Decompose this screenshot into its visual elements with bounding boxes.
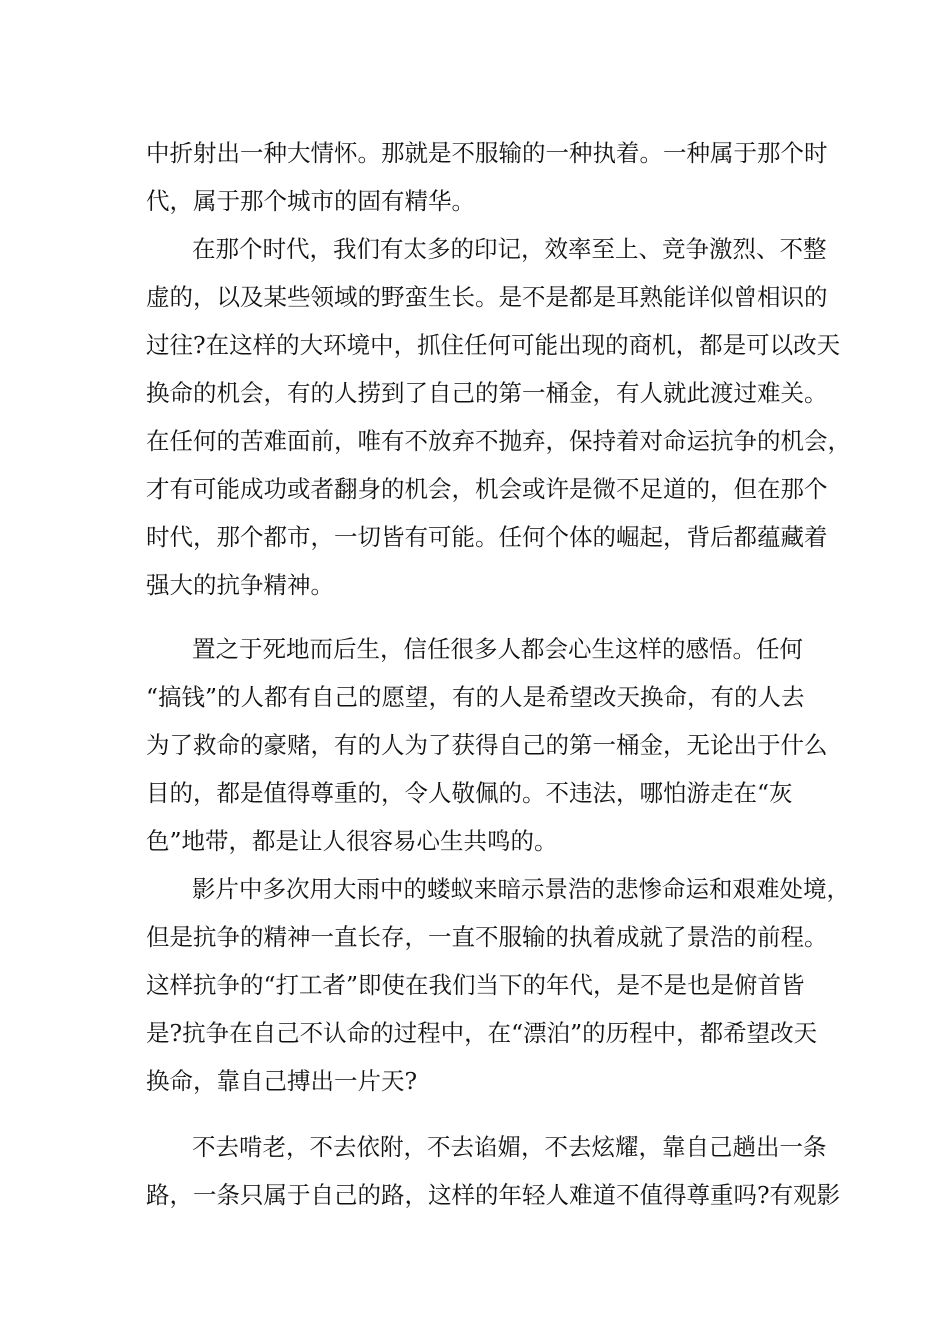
text-line: 不去啃老，不去依附，不去谄媚，不去炫耀，靠自己趟出一条 bbox=[192, 1133, 827, 1161]
text-line: 时代，那个都市，一切皆有可能。任何个体的崛起，背后都蕴藏着 bbox=[146, 523, 828, 551]
text-line: 这样抗争的“打工者”即使在我们当下的年代，是不是也是俯首皆 bbox=[146, 971, 805, 999]
text-line: 虚的，以及某些领域的野蛮生长。是不是都是耳熟能详似曾相识的 bbox=[146, 283, 828, 311]
text-line: 路，一条只属于自己的路，这样的年轻人难道不值得尊重吗?有观影 bbox=[146, 1181, 841, 1209]
text-line: 换命，靠自己搏出一片天? bbox=[146, 1067, 418, 1095]
text-line: 影片中多次用大雨中的蝼蚁来暗示景浩的悲惨命运和艰难处境， bbox=[192, 875, 850, 903]
text-line: 色”地带，都是让人很容易心生共鸣的。 bbox=[146, 827, 558, 855]
text-line: 强大的抗争精神。 bbox=[146, 571, 334, 599]
text-line: 是?抗争在自己不认命的过程中，在“漂泊”的历程中，都希望改天 bbox=[146, 1019, 818, 1047]
text-line: 为了救命的豪赌，有的人为了获得自己的第一桶金，无论出于什么 bbox=[146, 731, 828, 759]
text-line: 代，属于那个城市的固有精华。 bbox=[146, 187, 475, 215]
text-line: 中折射出一种大情怀。那就是不服输的一种执着。一种属于那个时 bbox=[146, 139, 828, 167]
text-line: “搞钱”的人都有自己的愿望，有的人是希望改天换命，有的人去 bbox=[146, 683, 805, 711]
text-line: 过往?在这样的大环境中，抓住任何可能出现的商机，都是可以改天 bbox=[146, 331, 841, 359]
text-line: 置之于死地而后生，信任很多人都会心生这样的感悟。任何 bbox=[192, 635, 803, 663]
text-line: 才有可能成功或者翻身的机会，机会或许是微不足道的，但在那个 bbox=[146, 475, 828, 503]
text-line: 换命的机会，有的人捞到了自己的第一桶金，有人就此渡过难关。 bbox=[146, 379, 828, 407]
text-line: 在那个时代，我们有太多的印记，效率至上、竞争激烈、不整 bbox=[192, 235, 827, 263]
text-line: 目的，都是值得尊重的，令人敬佩的。不违法，哪怕游走在“灰 bbox=[146, 779, 793, 807]
text-line: 在任何的苦难面前，唯有不放弃不抛弃，保持着对命运抗争的机会， bbox=[146, 427, 851, 455]
text-line: 但是抗争的精神一直长存，一直不服输的执着成就了景浩的前程。 bbox=[146, 923, 828, 951]
